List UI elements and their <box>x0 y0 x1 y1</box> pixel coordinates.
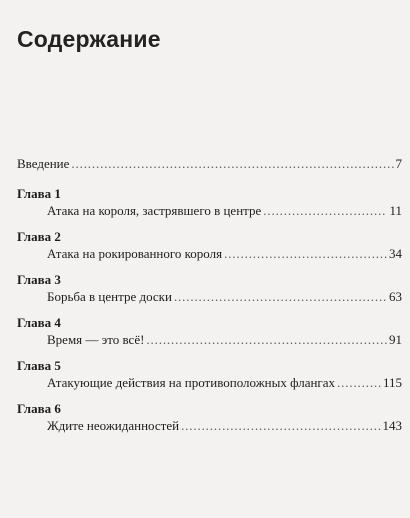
chapter-label: Глава 2 <box>17 229 61 244</box>
toc-chapter-6 <box>17 400 402 434</box>
toc-entry-title: Время — это всё! <box>47 332 145 347</box>
toc-entry <box>17 288 402 305</box>
dot-leader <box>224 245 387 262</box>
dot-leader <box>146 331 387 348</box>
toc-page-number: 91 <box>389 332 402 347</box>
chapter-label: Глава 3 <box>17 272 61 287</box>
toc-page-number: 63 <box>389 289 402 304</box>
toc-entry-title: Введение <box>17 156 70 171</box>
toc-chapter-3 <box>17 271 402 305</box>
toc-chapter-4 <box>17 314 402 348</box>
toc-page-number: 115 <box>382 375 402 390</box>
toc-page-number: 7 <box>395 156 402 171</box>
toc-entry <box>17 202 402 219</box>
chapter-label: Глава 5 <box>17 358 61 373</box>
toc-entry <box>17 417 402 434</box>
toc-chapter-1 <box>17 185 402 219</box>
chapter-label: Глава 6 <box>17 401 61 416</box>
dot-leader <box>174 288 387 305</box>
dot-leader <box>181 417 380 434</box>
dot-leader <box>71 155 393 172</box>
toc-entry <box>17 331 402 348</box>
toc-entry-title: Атака на рокированного короля <box>47 246 223 261</box>
toc-page-number: 11 <box>389 203 402 218</box>
chapter-label: Глава 4 <box>17 315 61 330</box>
table-of-contents <box>17 155 402 443</box>
toc-entry-title: Ждите неожиданностей <box>47 418 180 433</box>
dot-leader <box>337 374 381 391</box>
toc-entry <box>17 374 402 391</box>
dot-leader <box>263 202 387 219</box>
toc-page-number: 34 <box>389 246 402 261</box>
toc-page-number: 143 <box>382 418 402 433</box>
toc-entry <box>17 245 402 262</box>
toc-chapter-2 <box>17 228 402 262</box>
toc-entry-title: Борьба в центре доски <box>47 289 172 304</box>
toc-entry-title: Атака на короля, застрявшего в центре <box>47 203 262 218</box>
toc-entry-title: Атакующие действия на противоположных флангах <box>47 375 336 390</box>
toc-chapter-5 <box>17 357 402 391</box>
toc-entry-introduction <box>17 155 402 172</box>
chapter-label: Глава 1 <box>17 186 61 201</box>
page-title: Содержание <box>17 26 161 52</box>
